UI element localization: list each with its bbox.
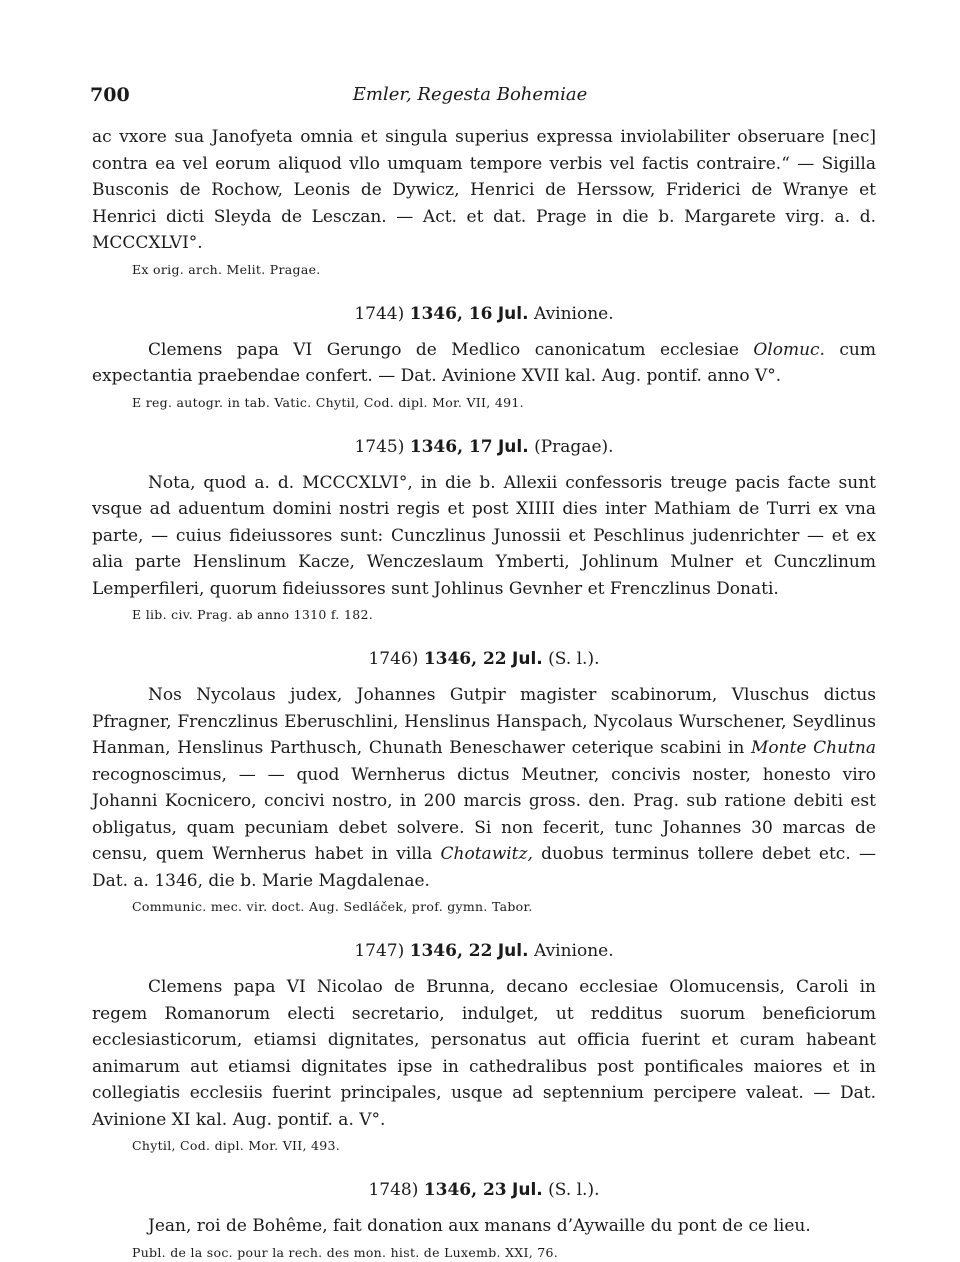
entry-number: 1744): [354, 303, 405, 324]
intro-paragraph: ac vxore sua Janofyeta omnia et singula superius expressa inviolabiliter obseruare [nec] contra ea vel eorum aliquod vllo umquam tempore verbis vel factis contraire.“ — Sigilla Busconis de Rochow, Leonis de Dywicz, Henrici de Herssow, Friderici de Wranye et Henrici dicti Sleyda de Lesczan. — Act. et dat. Prage in die b. Margarete virg. a. d. MCCCXLVI°.: [92, 127, 876, 253]
running-title: Emler, Regesta Bohemiae: [352, 84, 588, 105]
entry-text-1747: Clemens papa VI Nicolao de Brunna, decano ecclesiae Olomucensis, Caroli in regem Romanorum electi secretario, indulget, ut redditus suorum beneficiorum ecclesiasticorum, etiamsi dignitates, personatus aut officia fuerint et curam habeant animarum aut etiamsi dignitates ipse in cathedralibus post pontificales maiores et in collegiatis ecclesiis fuerint principales, usque ad septennium percipere valeat. — Dat. Avinione XI kal. Aug. pontif. a. V°.: [92, 977, 876, 1130]
entry-source-1744: E reg. autogr. in tab. Vatic. Chytil, Cod. dipl. Mor. VII, 491.: [132, 394, 524, 410]
entry-source-1745: E lib. civ. Prag. ab anno 1310 f. 182.: [132, 607, 373, 622]
entry-number: 1747): [354, 941, 405, 961]
entry-text-part: Clemens papa VI Gerungo de Medlico canonicatum ecclesiae: [148, 339, 754, 360]
entry-place: Avinione.: [533, 303, 614, 324]
entry-source-1748: Publ. de la soc. pour la rech. des mon. hist. de Luxemb. XXI, 76.: [132, 1244, 559, 1260]
entry-date: 1346, 17: [409, 436, 493, 457]
entry-place: (Pragae).: [534, 436, 614, 457]
entry-text-italic: Monte Chutna: [751, 738, 876, 758]
entry-date: 1346, 16: [409, 303, 493, 324]
entry-month: Jul.: [512, 649, 543, 669]
entry-text-part: duobus terminus tollere debet etc. — Dat. a. 1346, die b. Marie Magdalenae.: [92, 844, 876, 891]
page-number: 700: [90, 84, 130, 106]
entry-number: 1748): [368, 1180, 419, 1200]
entry-source-1747: Chytil, Cod. dipl. Mor. VII, 493.: [132, 1138, 341, 1153]
entry-month: Jul.: [497, 941, 529, 961]
entry-text-1748: Jean, roi de Bohême, fait donation aux manans d’Aywaille du pont de ce lieu.: [148, 1216, 811, 1236]
entry-text-part: recognoscimus, — — quod Wernherus dictus Meutner, concivis noster, honesto viro Johanni Kocnicero, concivi nostro, in 200 marcis gross. den. Prag. sub ratione debiti est obligatus, quam pecuniam debet solvere. Si non fecerit, tunc Johannes 30 marcas de censu, quem Wernherus habet in villa: [92, 764, 876, 864]
entry-place: Avinione.: [533, 941, 614, 961]
entry-number: 1745): [354, 436, 405, 457]
entry-place: (S. l.).: [548, 649, 600, 669]
page-body: [92, 124, 876, 1262]
entry-heading-1744: [92, 303, 876, 325]
entry-month: Jul.: [497, 436, 529, 457]
entry-text-1746: [92, 682, 876, 894]
entry-heading-1745: [92, 436, 876, 458]
entry-text-part: Nos Nycolaus judex, Johannes Gutpir magister scabinorum, Vluschus dictus Pfragner, Frenczlinus Eberuschlini, Henslinus Hanspach, Nycolaus Wurschener, Seydlinus Hanman, Henslinus Parthusch, Chunath Beneschawer ceterique scabini in: [92, 685, 876, 758]
entry-date: 1346, 22: [423, 649, 507, 669]
entry-text-1745: Nota, quod a. d. MCCCXLVI°, in die b. Allexii confessoris treuge pacis facte sunt vsque ad aduentum domini nostri regis et post XIIII dies inter Mathiam de Turri ex vna parte, — cuius fideiussores sunt: Cunczlinus Junossii et Peschlinus judenrichter — et ex alia parte Henslinum Kacze, Wenczeslaum Ymberti, Johlinum Mulner et Cunczlinum Lemperfileri, quorum fideiussores sunt Johlinus Gevnher et Frenczlinus Donati.: [92, 472, 876, 599]
entry-source-1746: Communic. mec. vir. doct. Aug. Sedláček, prof. gymn. Tabor.: [132, 899, 533, 914]
entry-month: Jul.: [512, 1180, 543, 1200]
entry-text-italic: Olomuc.: [753, 339, 825, 360]
entry-text-1744: [92, 337, 876, 390]
entry-date: 1346, 23: [423, 1180, 507, 1200]
entry-place: (S. l.).: [548, 1180, 600, 1200]
entry-month: Jul.: [497, 303, 529, 324]
entry-heading-1748: [92, 1179, 876, 1201]
entry-number: 1746): [368, 649, 419, 669]
entry-heading-1746: [92, 648, 876, 670]
intro-source: Ex orig. arch. Melit. Pragae.: [132, 261, 321, 277]
entry-heading-1747: [92, 940, 876, 962]
page-header: [90, 84, 850, 116]
entry-text-part: cum expectantia praebendae confert. — Dat. Avinione XVII kal. Aug. pontif. anno V°.: [92, 339, 876, 386]
entry-text-italic: Chotawitz,: [440, 844, 533, 864]
entry-date: 1346, 22: [409, 941, 493, 961]
